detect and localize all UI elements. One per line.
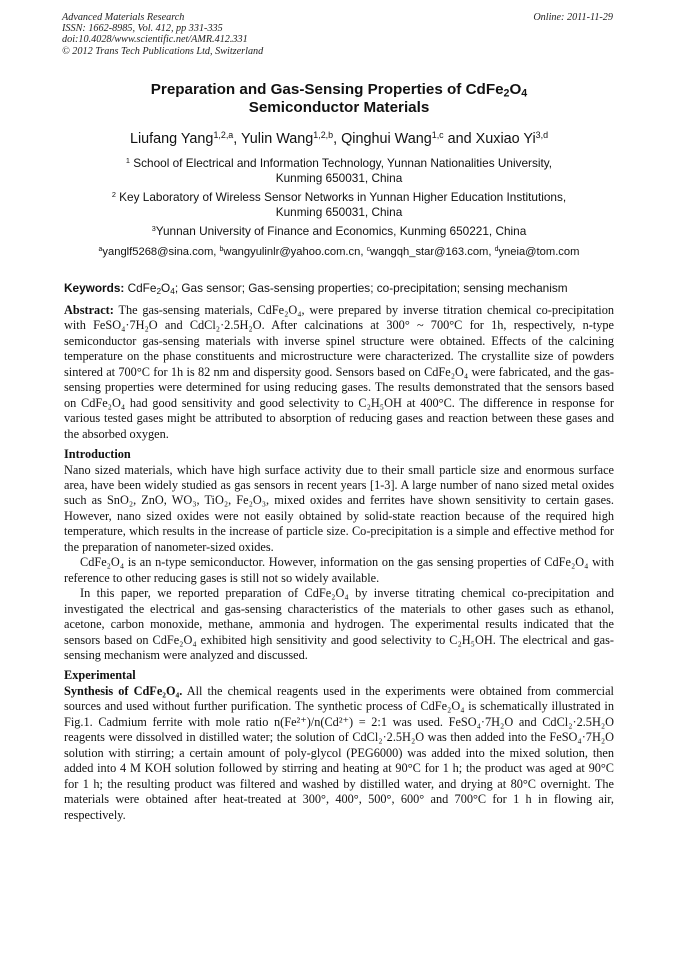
doi-line: doi:10.4028/www.scientific.net/AMR.412.331 [62, 34, 248, 46]
author: Yulin Wang [241, 131, 314, 147]
affiliations [60, 156, 618, 243]
abstract-label: Abstract: [64, 303, 114, 317]
title-line-2: Semiconductor Materials [248, 99, 430, 116]
author: Xuxiao Yi [475, 131, 536, 147]
synthesis-paragraph [64, 684, 614, 823]
journal-header [62, 12, 263, 57]
intro-paragraph-3: In this paper, we reported preparation of CdFe₂O₄ by inverse titrating chemical co-precipitation and investigated the electrical and gas-sensing characteristics of the materials to other gases such as ethanol, acetone, carbon monoxide, methane, ammonia and hydrogen. The experimental results indicated that the sensors based on CdFe₂O₄ exhibited high sensitivity and good selectivity to C₂H₅OH. The electrical and gas-sensing mechanism were analyzed and discussed. [64, 586, 614, 662]
issn-line: ISSN: 1662-8985, Vol. 412, pp 331-335 [62, 23, 223, 35]
email-link[interactable]: wangyulinlr@yahoo.com.cn [223, 246, 361, 258]
journal-name: Advanced Materials Research [62, 12, 185, 23]
keywords: Keywords: $CdFe_2O_4$; Gas sensor; Gas-sensing properties; co-precipitation; sensing mechanism [64, 281, 568, 297]
author-list: Liufang Yang$^{1,2,a}$, Yulin Wang$^{1,2,b}$, Qinghui Wang$^{1,c}$ and Xuxiao Yi$^{3,d}$ [129, 130, 549, 147]
abstract [64, 303, 614, 442]
email-link[interactable]: yneia@tom.com [498, 246, 580, 258]
paper-body [64, 303, 614, 823]
author: Liufang Yang [129, 131, 214, 147]
intro-paragraph-1: Nano sized materials, which have high surface activity due to their small particle size and enormous surface area, have been widely studied as gas sensors in recent years [1-3]. A large number of nano sized metal oxides such as SnO₂, ZnO, WO₃, TiO₂, Fe₂O₃, mixed oxides and ferrites have shown sensitivity to certain gases. However, nano sized oxides were not easily obtained by solid-state reaction because of the required high temperature, which results in the increase of particle size. Co-precipitation is a simple and effective method for the preparation of nanometer-sized oxides. [64, 462, 614, 554]
keywords-text: ; Gas sensor; Gas-sensing properties; co-precipitation; sensing mechanism [174, 281, 568, 295]
intro-paragraph-2: CdFe₂O₄ is an n-type semiconductor. However, information on the gas sensing properties of CdFe₂O₄ with reference to other reducing gases is still not so widely available. [64, 555, 614, 585]
keywords-label: Keywords: [64, 281, 125, 295]
title-line-1: Preparation and Gas-Sensing Properties of $CdFe_2O_4$ [150, 81, 528, 100]
email-list: $^a$yanglf5268@sina.com, $^b$wangyulinlr@yahoo.com.cn, $^c$wangqh_star@163.com, $^d$yneia@tom.com [98, 246, 580, 258]
experimental-heading: Experimental [64, 668, 136, 683]
abstract-text: The gas-sensing materials, CdFe₂O₄, were prepared by inverse titration chemical co-precipitation with FeSO₄·7H₂O and CdCl₂·2.5H₂O. After calcinations at 300° ~ 700°C for 1h, respectively, n-type semiconductor gas-sensing materials with inverse spinel structure were obtained. Effects of the calcining temperature on the phase constituents and microstructure were characterized. The crystallite size of powders sintered at 700°C for 1h is 82 nm and dispersity good. Sensors based on CdFe₂O₄ were fabricated, and the gas-sensing properties were determined for using reducing gases. The results demonstrated that the sensors based on CdFe₂O₄ had good sensitivity and good selectivity to C₂H₅OH at 400°C. The difference in response for various tested gases might be attributed to absorption of reducing gases and reaction between these gases and the absorbed oxygen. [64, 303, 615, 441]
author: Qinghui Wang [341, 131, 432, 147]
paper-title [0, 81, 678, 117]
synthesis-label: Synthesis of CdFe₂O₄. [64, 683, 183, 698]
copyright-line: © 2012 Trans Tech Publications Ltd, Switzerland [62, 45, 264, 57]
email-link[interactable]: wangqh_star@163.com [370, 246, 489, 258]
email-link[interactable]: yanglf5268@sina.com [102, 246, 214, 258]
introduction-heading: Introduction [64, 447, 131, 462]
online-date: Online: 2011-11-29 [533, 12, 613, 23]
affiliation-1: $^1$ School of Electrical and Information Technology, Yunnan Nationalities University, Kunming 650031, China [125, 155, 553, 185]
affiliation-2: $^2$ Key Laboratory of Wireless Sensor Networks in Yunnan Higher Education Institutions, Kunming 650031, China [111, 189, 567, 219]
synthesis-text: All the chemical reagents used in the experiments were obtained from commercial sources and used without further purification. The synthetic process of CdFe₂O₄ is schematically illustrated in Fig.1. Cadmium ferrite with mole ratio n(Fe²⁺)/n(Cd²⁺) = 2:1 was used. FeSO₄·7H₂O and CdCl₂·2.5H₂O reagents were dissolved in distilled water; the solution of CdCl₂·2.5H₂O was then added into the FeSO₄·7H₂O solution with stirring; a certain amount of poly-glycol (PEG6000) was added into the mixed solution, then added into 4 M KOH solution followed by stirring and heating at 90°C for 1 h; the product was aged at 90°C for 1 h; the resulting product was filtered and washed by distilled water, and drying at 80°C overnight. The materials were obtained after heat-treated at 300°, 400°, 500°, 600° and 700°C for 1 h in flowing air, respectively. [64, 683, 614, 822]
affiliation-3: $^3$Yunnan University of Finance and Economics, Kunming 650221, China [151, 223, 527, 238]
